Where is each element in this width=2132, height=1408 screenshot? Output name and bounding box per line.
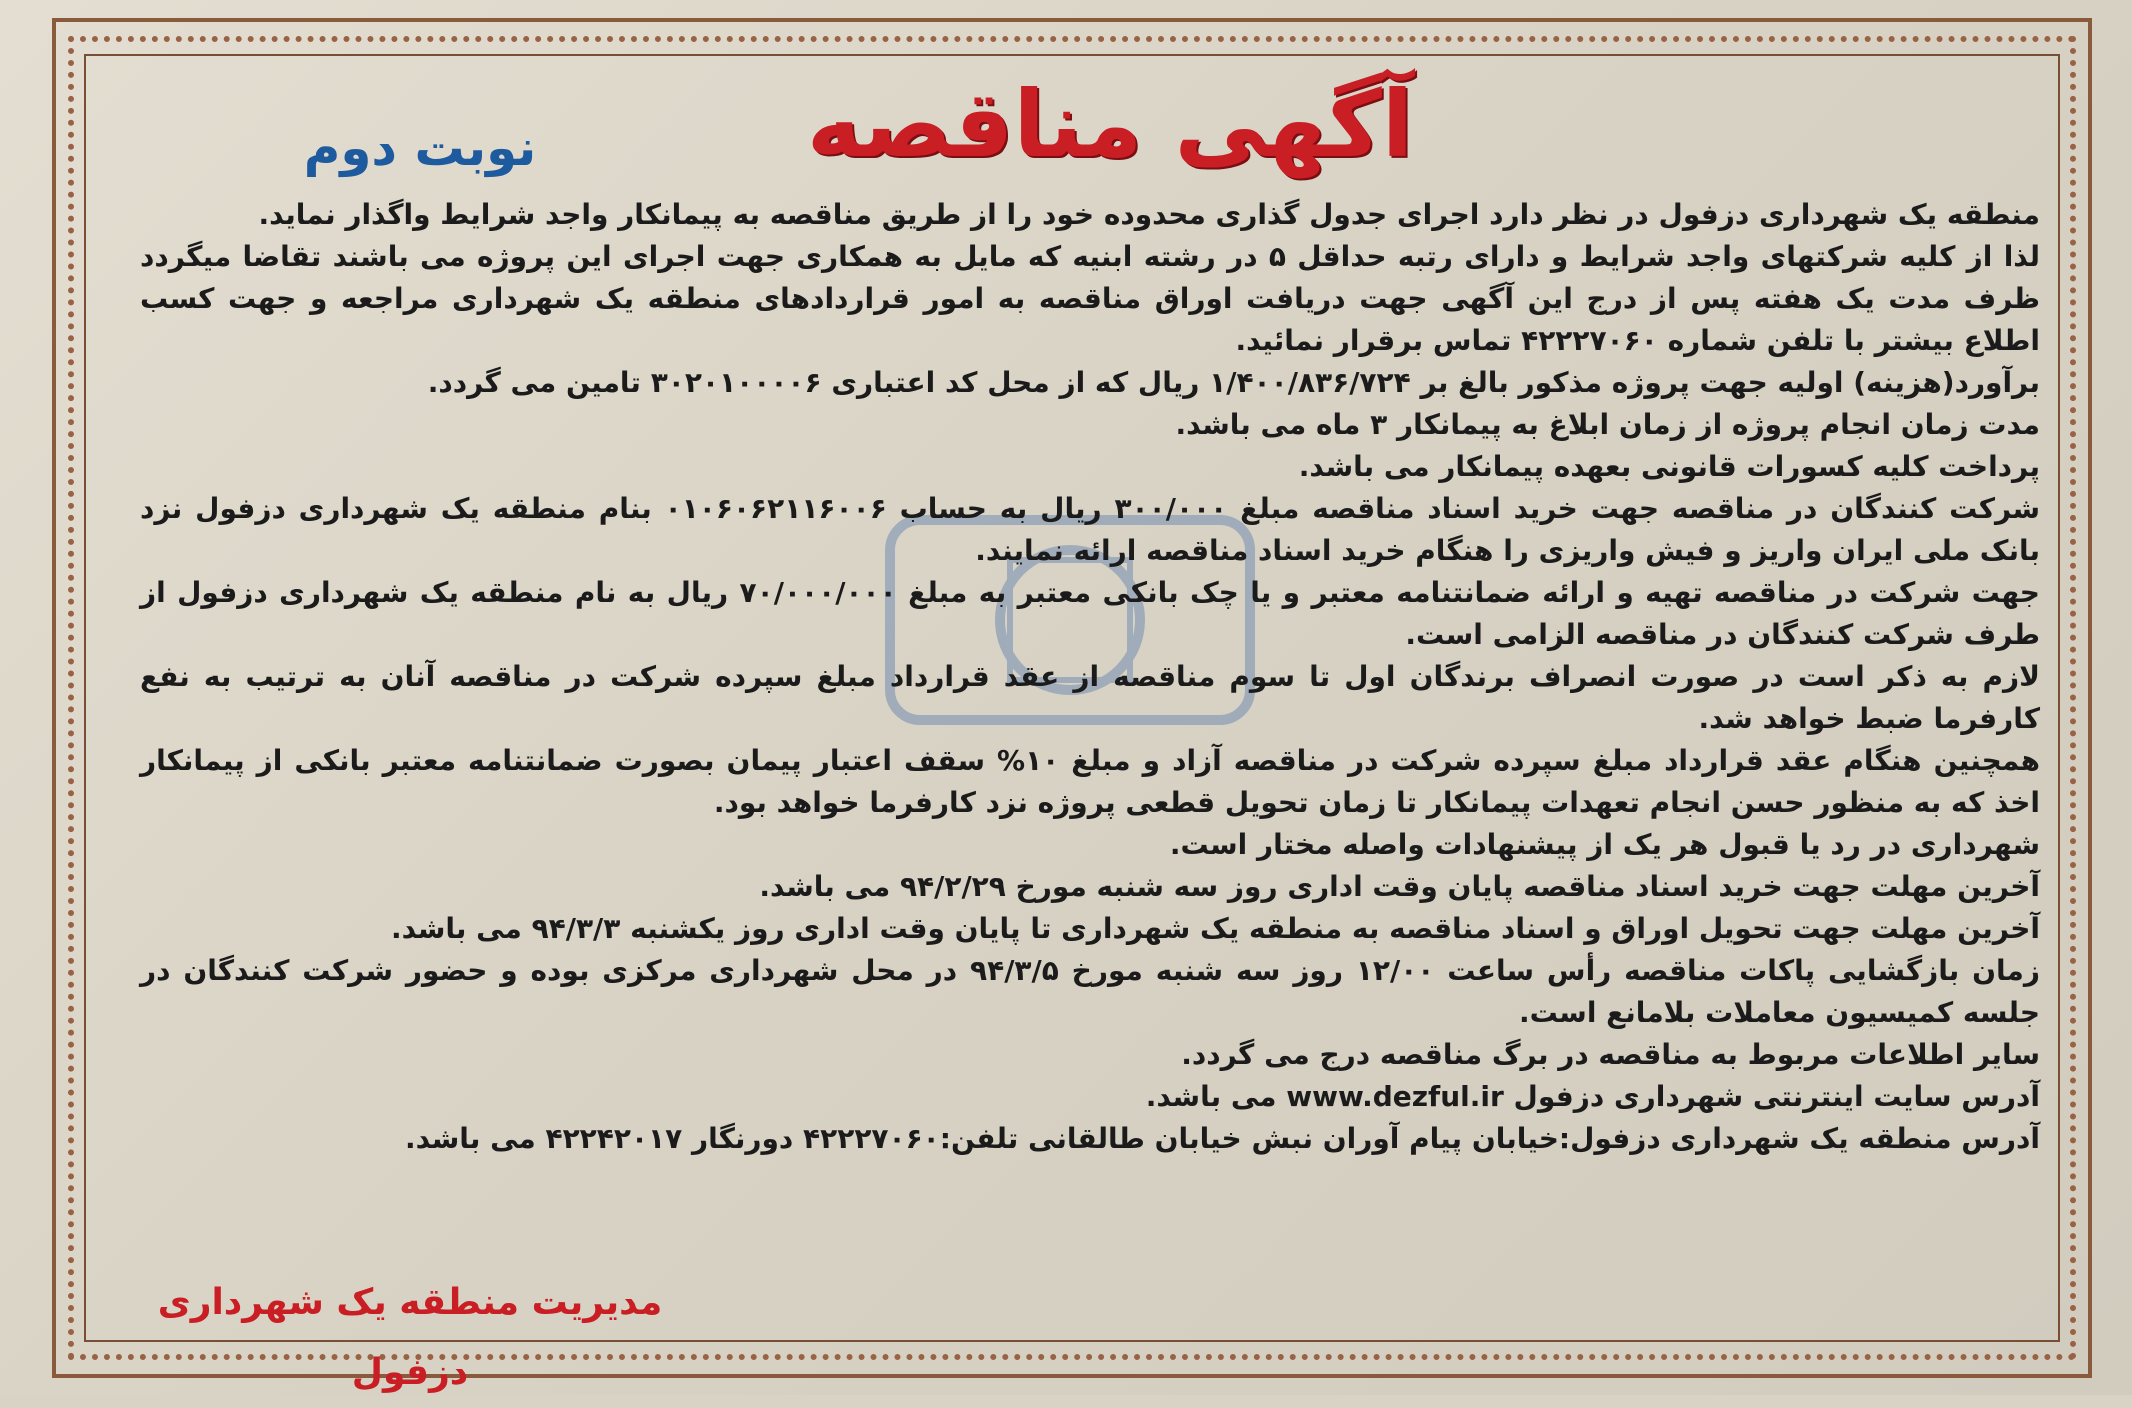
notice-paragraph: آدرس سایت اینترنتی شهرداری دزفول www.dezful.ir می باشد.: [1145, 1080, 2040, 1113]
notice-paragraph: آدرس منطقه یک شهرداری دزفول:خیابان پیام آوران نبش خیابان طالقانی تلفن:۴۲۲۲۷۰۶۰ دورنگار ۴۲۲۴۲۰۱۷ می باشد.: [404, 1122, 2040, 1155]
notice-paragraph: سایر اطلاعات مربوط به مناقصه در برگ مناقصه درج می گردد.: [1181, 1038, 2040, 1071]
notice-title: آگهی مناقصه: [806, 71, 1414, 178]
notice-paragraph: زمان بازگشایی پاکات مناقصه رأس ساعت ۱۲/۰۰ روز سه شنبه مورخ ۹۴/۳/۵ در محل شهرداری مرکزی بوده و حضور شرکت کنندگان در جلسه کمیسیون معاملات بلامانع است.: [140, 954, 2040, 1029]
notice-paragraph: منطقه یک شهرداری دزفول در نظر دارد اجرای جدول گذاری محدوده خود را از طریق مناقصه به پیمانکار واجد شرایط واگذار نماید.: [258, 198, 2040, 231]
round-label: نوبت دوم: [303, 119, 537, 177]
notice-paragraph: جهت شرکت در مناقصه تهیه و ارائه ضمانتنامه معتبر و یا چک بانکی معتبر به مبلغ ۷۰/۰۰۰/۰۰۰ ریال به نام منطقه یک شهرداری دزفول از طرف شرکت کنندگان در مناقصه الزامی است.: [140, 576, 2040, 651]
signature: مدیریت منطقه یک شهرداری دزفول: [157, 1282, 663, 1393]
notice-paragraph: آخرین مهلت جهت خرید اسناد مناقصه پایان وقت اداری روز سه شنبه مورخ ۹۴/۲/۲۹ می باشد.: [759, 870, 2040, 903]
notice-paragraph: لازم به ذکر است در صورت انصراف برندگان اول تا سوم مناقصه از عقد قرارداد مبلغ سپرده شرکت در مناقصه آنان به ترتیب به نفع کارفرما ضبط خواهد شد.: [140, 660, 2040, 735]
notice-paragraph: لذا از کلیه شرکتهای واجد شرایط و دارای رتبه حداقل ۵ در رشته ابنیه که مایل به همکاری جهت اجرای این پروژه می باشند تقاضا میگردد ظرف مدت یک هفته پس از درج این آگهی جهت دریافت اوراق مناقصه به امور قراردادهای منطقه یک شهرداری مراجعه و جهت کسب اطلاع بیشتر با تلفن شماره ۴۲۲۲۷۰۶۰ تماس برقرار نمائید.: [140, 240, 2040, 357]
notice-paragraph: پرداخت کلیه کسورات قانونی بعهده پیمانکار می باشد.: [1298, 450, 2040, 483]
notice-paragraph: همچنین هنگام عقد قرارداد مبلغ سپرده شرکت در مناقصه آزاد و مبلغ ۱۰% سقف اعتبار پیمان بصورت ضمانتنامه معتبر بانکی از پیمانکار اخذ که به منظور حسن انجام تعهدات پیمانکار تا زمان تحویل قطعی پروژه نزد کارفرما خواهد بود.: [140, 744, 2040, 819]
notice-paragraph: شرکت کنندگان در مناقصه جهت خرید اسناد مناقصه مبلغ ۳۰۰/۰۰۰ ریال به حساب ۰۱۰۶۰۶۲۱۱۶۰۰۶ بنام منطقه یک شهرداری دزفول نزد بانک ملی ایران واریز و فیش واریزی را هنگام خرید اسناد مناقصه ارائه نمایند.: [140, 492, 2040, 567]
notice-paragraph: برآورد(هزینه) اولیه جهت پروژه مذکور بالغ بر ۱/۴۰۰/۸۳۶/۷۲۴ ریال که از محل کد اعتباری ۳۰۲۰۱۰۰۰۰۶ تامین می گردد.: [427, 366, 2040, 399]
notice-paragraph: شهرداری در رد یا قبول هر یک از پیشنهادات واصله مختار است.: [1169, 828, 2040, 861]
notice-paragraph: آخرین مهلت جهت تحویل اوراق و اسناد مناقصه به منطقه یک شهرداری تا پایان وقت اداری روز یکشنبه ۹۴/۳/۳ می باشد.: [391, 912, 2040, 945]
notice-body: [140, 194, 2040, 1160]
notice-paragraph: مدت زمان انجام پروژه از زمان ابلاغ به پیمانکار ۳ ماه می باشد.: [1175, 408, 2040, 441]
